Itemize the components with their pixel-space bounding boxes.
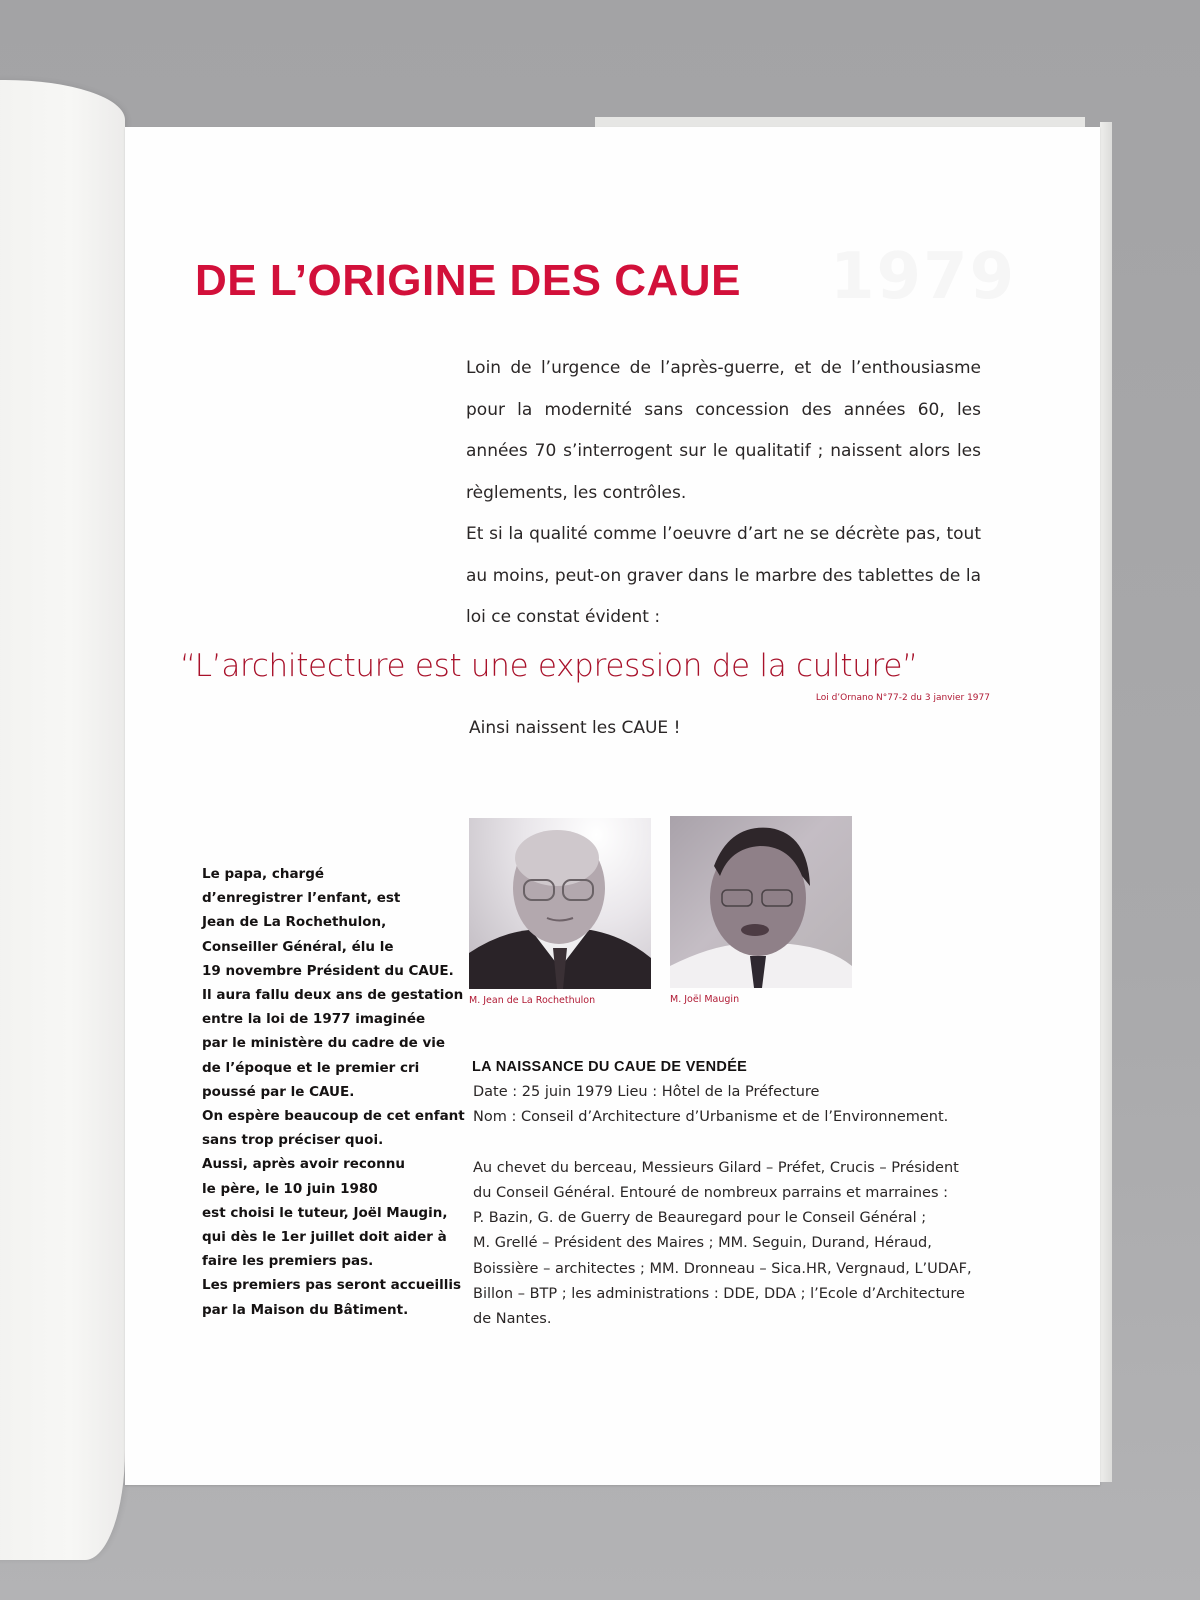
side-line: Le papa, chargé — [202, 866, 325, 882]
side-line: Il aura fallu deux ans de gestation — [202, 987, 464, 1004]
intro-paragraph: Et si la qualité comme l’oeuvre d’art ne se décrète pas, tout au moins, peut-on graver dans le marbre des tablettes de la loi ce constat évident : — [466, 524, 981, 627]
attendees-line: de Nantes. — [473, 1311, 552, 1328]
pull-quote: “L’architecture est une expression de la culture” — [180, 648, 918, 684]
side-line: entre la loi de 1977 imaginée — [202, 1011, 426, 1028]
side-line: par le ministère du cadre de vie — [202, 1035, 446, 1052]
side-line: Aussi, après avoir reconnu — [202, 1156, 406, 1173]
portrait-photo-rochethulon — [469, 818, 651, 989]
page-edge-top — [595, 117, 1085, 127]
name-line: Nom : Conseil d’Architecture d’Urbanisme et de l’Environnement. — [473, 1109, 949, 1126]
attendees-line: Boissière – architectes ; MM. Dronneau – Sica.HR, Vergnaud, L’UDAF, — [473, 1260, 972, 1277]
side-column-text — [202, 862, 465, 1322]
ghost-year-text: 1979 — [830, 240, 1017, 314]
person-portrait-icon — [469, 818, 651, 989]
intro-text — [466, 348, 981, 639]
attendees-line: M. Grellé – Président des Maires ; MM. Seguin, Durand, Héraud, — [473, 1235, 932, 1252]
side-line: par la Maison du Bâtiment. — [202, 1301, 409, 1318]
photo-caption: M. Joël Maugin — [670, 994, 740, 1005]
intro-paragraph: Loin de l’urgence de l’après-guerre, et de l’enthousiasme pour la modernité sans concession des années 60, les années 70 s’interrogent sur le qualitatif ; naissent alors les règlements, les contrôles. — [466, 358, 981, 503]
side-line: qui dès le 1er juillet doit aider à — [202, 1229, 447, 1246]
side-line: est choisi le tuteur, Joël Maugin, — [202, 1204, 448, 1221]
spacer — [473, 1131, 993, 1156]
side-line: Les premiers pas seront accueillis — [202, 1277, 462, 1294]
attendees-line: P. Bazin, G. de Guerry de Beauregard pour le Conseil Général ; — [473, 1210, 927, 1227]
side-line: faire les premiers pas. — [202, 1253, 374, 1270]
attendees-line: du Conseil Général. Entouré de nombreux parrains et marraines : — [473, 1184, 949, 1201]
section-heading: LA NAISSANCE DU CAUE DE VENDÉE — [472, 1059, 748, 1075]
person-portrait-icon — [670, 816, 852, 988]
side-line: sans trop préciser quoi. — [202, 1132, 384, 1149]
portrait-photo-maugin — [670, 816, 852, 988]
side-line: de l’époque et le premier cri — [202, 1059, 420, 1076]
date-line: Date : 25 juin 1979 Lieu : Hôtel de la Préfecture — [473, 1084, 820, 1100]
page-edge-right — [1100, 122, 1112, 1482]
page-title: DE L’ORIGINE DES CAUE — [195, 256, 741, 305]
conclusion-text: Ainsi naissent les CAUE ! — [469, 718, 681, 738]
left-page-curl — [0, 80, 125, 1560]
section-details — [473, 1080, 993, 1333]
attendees-line: Billon – BTP ; les administrations : DDE, DDA ; l’Ecole d’Architecture — [473, 1286, 965, 1303]
attendees-line: Au chevet du berceau, Messieurs Gilard – Préfet, Crucis – Président — [473, 1159, 959, 1176]
side-line: Conseiller Général, élu le — [202, 938, 394, 955]
side-line: d’enregistrer l’enfant, est — [202, 890, 401, 907]
quote-source: Loi d’Ornano N°77-2 du 3 janvier 1977 — [815, 693, 990, 703]
photo-caption: M. Jean de La Rochethulon — [469, 995, 596, 1006]
side-line: poussé par le CAUE. — [202, 1083, 355, 1100]
side-line: On espère beaucoup de cet enfant — [202, 1108, 465, 1125]
side-line: le père, le 10 juin 1980 — [202, 1180, 378, 1197]
side-line: 19 novembre Président du CAUE. — [202, 962, 454, 979]
side-line: Jean de La Rochethulon, — [202, 914, 387, 931]
